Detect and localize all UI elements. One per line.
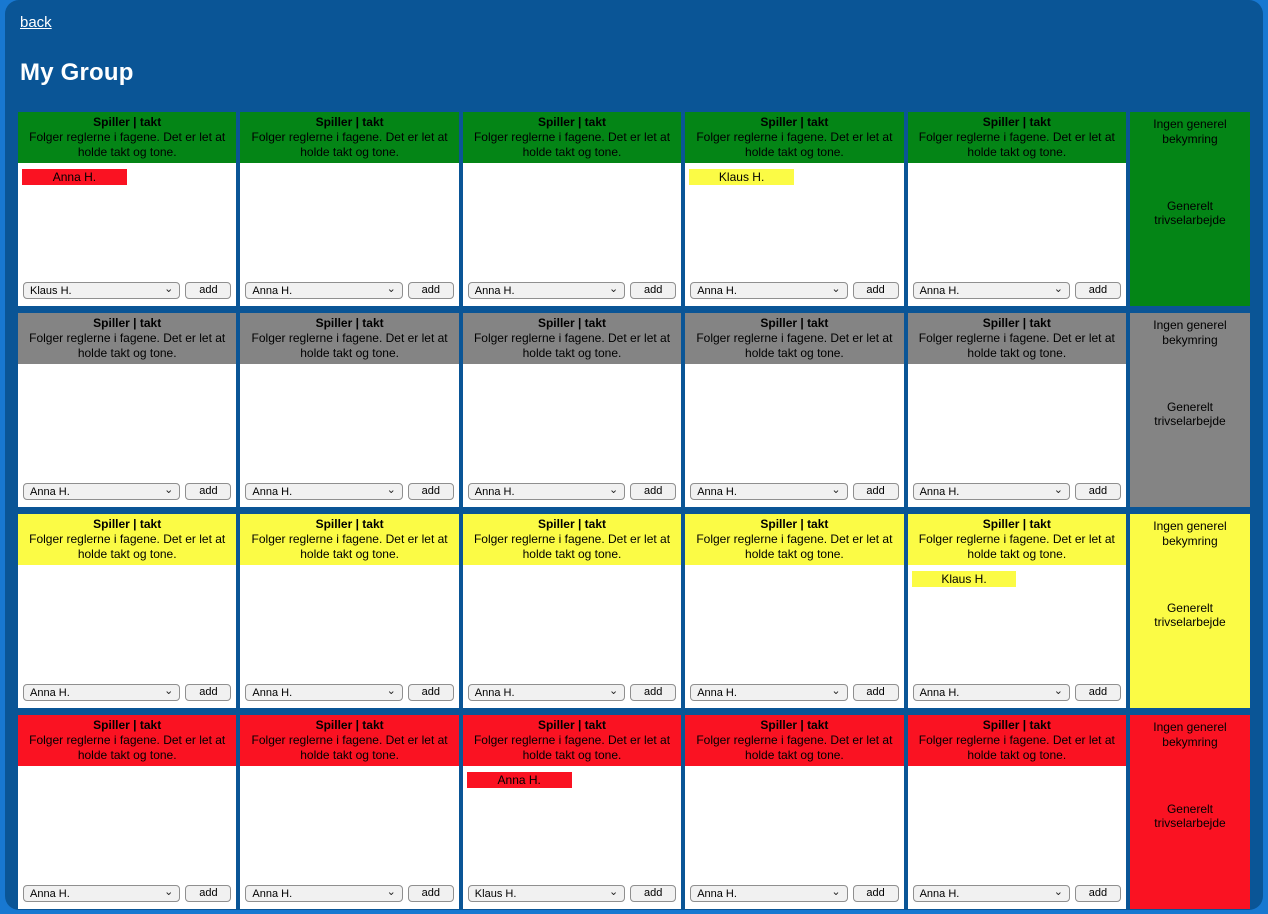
card-title: Spiller | takt (537, 718, 607, 732)
card-body (685, 565, 903, 684)
card-header (240, 514, 458, 565)
card-header (685, 112, 903, 163)
chevron-down-icon: ⌄ (1053, 885, 1063, 898)
player-select-value: Anna H. (697, 887, 737, 900)
card-body (240, 766, 458, 885)
row-summary-top-label: Ingen generel bekymring (1153, 318, 1227, 347)
card-footer (18, 885, 236, 909)
player-select[interactable] (23, 684, 180, 701)
card-description: Folger reglerne i fagene. Det er let at holde takt og tone. (473, 129, 671, 159)
card-footer (240, 684, 458, 708)
card-body (18, 766, 236, 885)
chevron-down-icon: ⌄ (386, 483, 396, 496)
player-select[interactable] (245, 684, 402, 701)
chevron-down-icon: ⌄ (164, 282, 174, 295)
card-title: Spiller | takt (760, 115, 829, 129)
player-select[interactable] (690, 483, 847, 500)
row-summary-middle-label: Generelt trivselarbejde (1154, 801, 1226, 831)
player-card (240, 514, 458, 708)
player-card (463, 112, 681, 306)
card-description: Folger reglerne i fagene. Det er let at holde takt og tone. (696, 129, 893, 159)
group-page (5, 0, 1263, 910)
player-name-tag[interactable]: Klaus H. (912, 571, 1017, 587)
card-header (18, 313, 236, 364)
card-title: Spiller | takt (93, 718, 162, 732)
chevron-down-icon: ⌄ (1053, 684, 1063, 697)
card-description: Folger reglerne i fagene. Det er let at holde takt og tone. (473, 531, 671, 561)
player-card (685, 514, 903, 708)
card-footer (18, 684, 236, 708)
player-name-tag[interactable]: Anna H. (467, 772, 572, 788)
card-header (463, 112, 681, 163)
player-select-value: Klaus H. (30, 284, 72, 297)
player-card (18, 313, 236, 507)
card-header (463, 514, 681, 565)
player-select-value: Anna H. (697, 284, 737, 297)
row-summary-cell (1130, 313, 1250, 507)
card-header (240, 112, 458, 163)
player-select[interactable] (468, 483, 625, 500)
card-footer (463, 684, 681, 708)
add-button[interactable]: add (185, 483, 231, 500)
player-select-value: Anna H. (697, 686, 737, 699)
add-button[interactable]: add (408, 483, 454, 500)
card-body (240, 565, 458, 684)
row-summary-middle-label: Generelt trivselarbejde (1154, 600, 1226, 630)
card-body (463, 766, 681, 885)
card-description: Folger reglerne i fagene. Det er let at holde takt og tone. (918, 129, 1115, 159)
card-body (18, 364, 236, 483)
row-summary-middle-label: Generelt trivselarbejde (1154, 399, 1226, 429)
card-header (18, 112, 236, 163)
card-footer (908, 684, 1126, 708)
row-summary-top-label: Ingen generel bekymring (1153, 519, 1227, 548)
player-select-value: Anna H. (30, 686, 70, 699)
card-body (685, 163, 903, 282)
card-title: Spiller | takt (537, 115, 607, 129)
player-select-value: Anna H. (919, 686, 960, 699)
player-select[interactable] (913, 885, 1070, 902)
card-body (463, 364, 681, 483)
card-description: Folger reglerne i fagene. Det er let at holde takt og tone. (918, 330, 1115, 360)
card-body (685, 766, 903, 885)
row-summary-top-label: Ingen generel bekymring (1153, 720, 1227, 749)
card-description: Folger reglerne i fagene. Det er let at holde takt og tone. (29, 531, 226, 561)
card-description: Folger reglerne i fagene. Det er let at holde takt og tone. (251, 129, 448, 159)
card-body (908, 766, 1126, 885)
add-button[interactable]: add (630, 282, 676, 299)
add-button[interactable]: add (1075, 684, 1121, 701)
player-card (463, 514, 681, 708)
chevron-down-icon: ⌄ (608, 483, 619, 496)
player-card (463, 715, 681, 909)
player-name-tag[interactable]: Anna H. (22, 169, 127, 185)
card-description: Folger reglerne i fagene. Det er let at holde takt og tone. (29, 330, 226, 360)
card-header (908, 313, 1126, 364)
chevron-down-icon: ⌄ (831, 885, 841, 898)
back-link[interactable]: back (20, 14, 52, 31)
card-title: Spiller | takt (537, 316, 607, 330)
player-select[interactable] (690, 282, 847, 299)
card-header (685, 514, 903, 565)
add-button[interactable]: add (630, 885, 676, 902)
add-button[interactable]: add (408, 885, 454, 902)
add-button[interactable]: add (853, 282, 899, 299)
player-select-value: Anna H. (697, 485, 737, 498)
chevron-down-icon: ⌄ (386, 885, 396, 898)
chevron-down-icon: ⌄ (608, 885, 619, 898)
card-title: Spiller | takt (315, 517, 384, 531)
player-select[interactable] (468, 885, 625, 902)
card-footer (908, 483, 1126, 507)
card-description: Folger reglerne i fagene. Det er let at holde takt og tone. (918, 531, 1115, 561)
card-footer (240, 885, 458, 909)
player-card (18, 514, 236, 708)
card-body (908, 364, 1126, 483)
card-description: Folger reglerne i fagene. Det er let at holde takt og tone. (251, 531, 448, 561)
card-header (18, 715, 236, 766)
player-card (685, 112, 903, 306)
card-footer (685, 483, 903, 507)
row-summary-cell (1130, 514, 1250, 708)
chevron-down-icon: ⌄ (386, 684, 396, 697)
player-select[interactable] (23, 885, 180, 902)
player-select-value: Anna H. (30, 887, 70, 900)
player-select[interactable] (690, 684, 847, 701)
card-description: Folger reglerne i fagene. Det er let at holde takt og tone. (696, 732, 893, 762)
card-header (908, 715, 1126, 766)
add-button[interactable]: add (853, 885, 899, 902)
player-select[interactable] (913, 282, 1070, 299)
card-description: Folger reglerne i fagene. Det er let at holde takt og tone. (473, 330, 671, 360)
add-button[interactable]: add (185, 684, 231, 701)
card-footer (463, 483, 681, 507)
player-card (685, 313, 903, 507)
card-footer (240, 282, 458, 306)
card-header (908, 112, 1126, 163)
chevron-down-icon: ⌄ (1053, 483, 1063, 496)
player-select-value: Anna H. (252, 887, 293, 900)
card-footer (685, 885, 903, 909)
add-button[interactable]: add (408, 282, 454, 299)
card-footer (240, 483, 458, 507)
add-button[interactable]: add (1075, 885, 1121, 902)
player-card (908, 313, 1126, 507)
card-title: Spiller | takt (982, 517, 1051, 531)
card-title: Spiller | takt (93, 115, 162, 129)
card-title: Spiller | takt (760, 517, 829, 531)
chevron-down-icon: ⌄ (164, 885, 174, 898)
card-header (240, 313, 458, 364)
player-select[interactable] (913, 684, 1070, 701)
row-summary-cell (1130, 112, 1250, 306)
card-title: Spiller | takt (760, 718, 829, 732)
player-card (18, 715, 236, 909)
card-description: Folger reglerne i fagene. Det er let at holde takt og tone. (29, 732, 226, 762)
add-button[interactable]: add (853, 483, 899, 500)
add-button[interactable]: add (630, 483, 676, 500)
player-select-value: Klaus H. (474, 887, 517, 900)
card-footer (908, 885, 1126, 909)
card-footer (908, 282, 1126, 306)
player-select[interactable] (468, 282, 625, 299)
card-body (908, 565, 1126, 684)
chevron-down-icon: ⌄ (831, 684, 841, 697)
player-card (685, 715, 903, 909)
chevron-down-icon: ⌄ (831, 483, 841, 496)
row-summary-cell (1130, 715, 1250, 909)
player-select[interactable] (468, 684, 625, 701)
card-body (685, 364, 903, 483)
player-select[interactable] (690, 885, 847, 902)
card-header (685, 715, 903, 766)
card-footer (685, 684, 903, 708)
player-name-tag[interactable]: Klaus H. (689, 169, 794, 185)
add-button[interactable]: add (408, 684, 454, 701)
card-header (463, 313, 681, 364)
player-card (908, 715, 1126, 909)
player-select-value: Anna H. (252, 284, 293, 297)
add-button[interactable]: add (1075, 483, 1121, 500)
card-description: Folger reglerne i fagene. Det er let at holde takt og tone. (251, 330, 448, 360)
card-title: Spiller | takt (982, 115, 1051, 129)
player-card (908, 514, 1126, 708)
player-select-value: Anna H. (919, 887, 960, 900)
player-select[interactable] (23, 483, 180, 500)
card-title: Spiller | takt (982, 718, 1051, 732)
card-footer (463, 885, 681, 909)
chevron-down-icon: ⌄ (386, 282, 396, 295)
card-title: Spiller | takt (315, 718, 384, 732)
card-description: Folger reglerne i fagene. Det er let at holde takt og tone. (696, 531, 893, 561)
player-card (240, 112, 458, 306)
player-select-value: Anna H. (919, 284, 960, 297)
card-body (18, 163, 236, 282)
player-select[interactable] (245, 282, 402, 299)
card-body (908, 163, 1126, 282)
add-button[interactable]: add (185, 282, 231, 299)
player-card (240, 313, 458, 507)
card-title: Spiller | takt (982, 316, 1051, 330)
card-description: Folger reglerne i fagene. Det er let at holde takt og tone. (251, 732, 448, 762)
player-card (463, 313, 681, 507)
card-title: Spiller | takt (93, 517, 162, 531)
card-body (463, 163, 681, 282)
card-description: Folger reglerne i fagene. Det er let at holde takt og tone. (918, 732, 1115, 762)
card-title: Spiller | takt (315, 316, 384, 330)
card-header (18, 514, 236, 565)
player-card (18, 112, 236, 306)
card-description: Folger reglerne i fagene. Det er let at holde takt og tone. (29, 129, 226, 159)
card-footer (18, 483, 236, 507)
player-card (240, 715, 458, 909)
card-body (463, 565, 681, 684)
add-button[interactable]: add (853, 684, 899, 701)
chevron-down-icon: ⌄ (831, 282, 841, 295)
card-title: Spiller | takt (760, 316, 829, 330)
card-body (240, 163, 458, 282)
chevron-down-icon: ⌄ (164, 483, 174, 496)
player-select-value: Anna H. (919, 485, 960, 498)
player-select[interactable] (245, 885, 402, 902)
player-select[interactable] (913, 483, 1070, 500)
row-summary-top-label: Ingen generel bekymring (1153, 117, 1227, 146)
card-footer (18, 282, 236, 306)
card-header (463, 715, 681, 766)
player-select-value: Anna H. (252, 485, 293, 498)
card-footer (685, 282, 903, 306)
card-header (240, 715, 458, 766)
chevron-down-icon: ⌄ (164, 684, 174, 697)
card-title: Spiller | takt (93, 316, 162, 330)
group-board-grid (18, 112, 1250, 909)
player-select[interactable] (245, 483, 402, 500)
card-header (685, 313, 903, 364)
chevron-down-icon: ⌄ (608, 282, 619, 295)
page-title: My Group (20, 59, 134, 86)
card-title: Spiller | takt (537, 517, 607, 531)
add-button[interactable]: add (185, 885, 231, 902)
player-card (908, 112, 1126, 306)
player-select-value: Anna H. (474, 284, 515, 297)
card-body (18, 565, 236, 684)
player-select-value: Anna H. (474, 686, 515, 699)
player-select-value: Anna H. (30, 485, 70, 498)
player-select-value: Anna H. (474, 485, 515, 498)
card-title: Spiller | takt (315, 115, 384, 129)
row-summary-middle-label: Generelt trivselarbejde (1154, 198, 1226, 228)
add-button[interactable]: add (630, 684, 676, 701)
card-description: Folger reglerne i fagene. Det er let at holde takt og tone. (696, 330, 893, 360)
player-select-value: Anna H. (252, 686, 293, 699)
player-select[interactable] (23, 282, 180, 299)
add-button[interactable]: add (1075, 282, 1121, 299)
chevron-down-icon: ⌄ (608, 684, 619, 697)
card-header (908, 514, 1126, 565)
card-description: Folger reglerne i fagene. Det er let at holde takt og tone. (473, 732, 671, 762)
chevron-down-icon: ⌄ (1053, 282, 1063, 295)
card-body (240, 364, 458, 483)
card-footer (463, 282, 681, 306)
